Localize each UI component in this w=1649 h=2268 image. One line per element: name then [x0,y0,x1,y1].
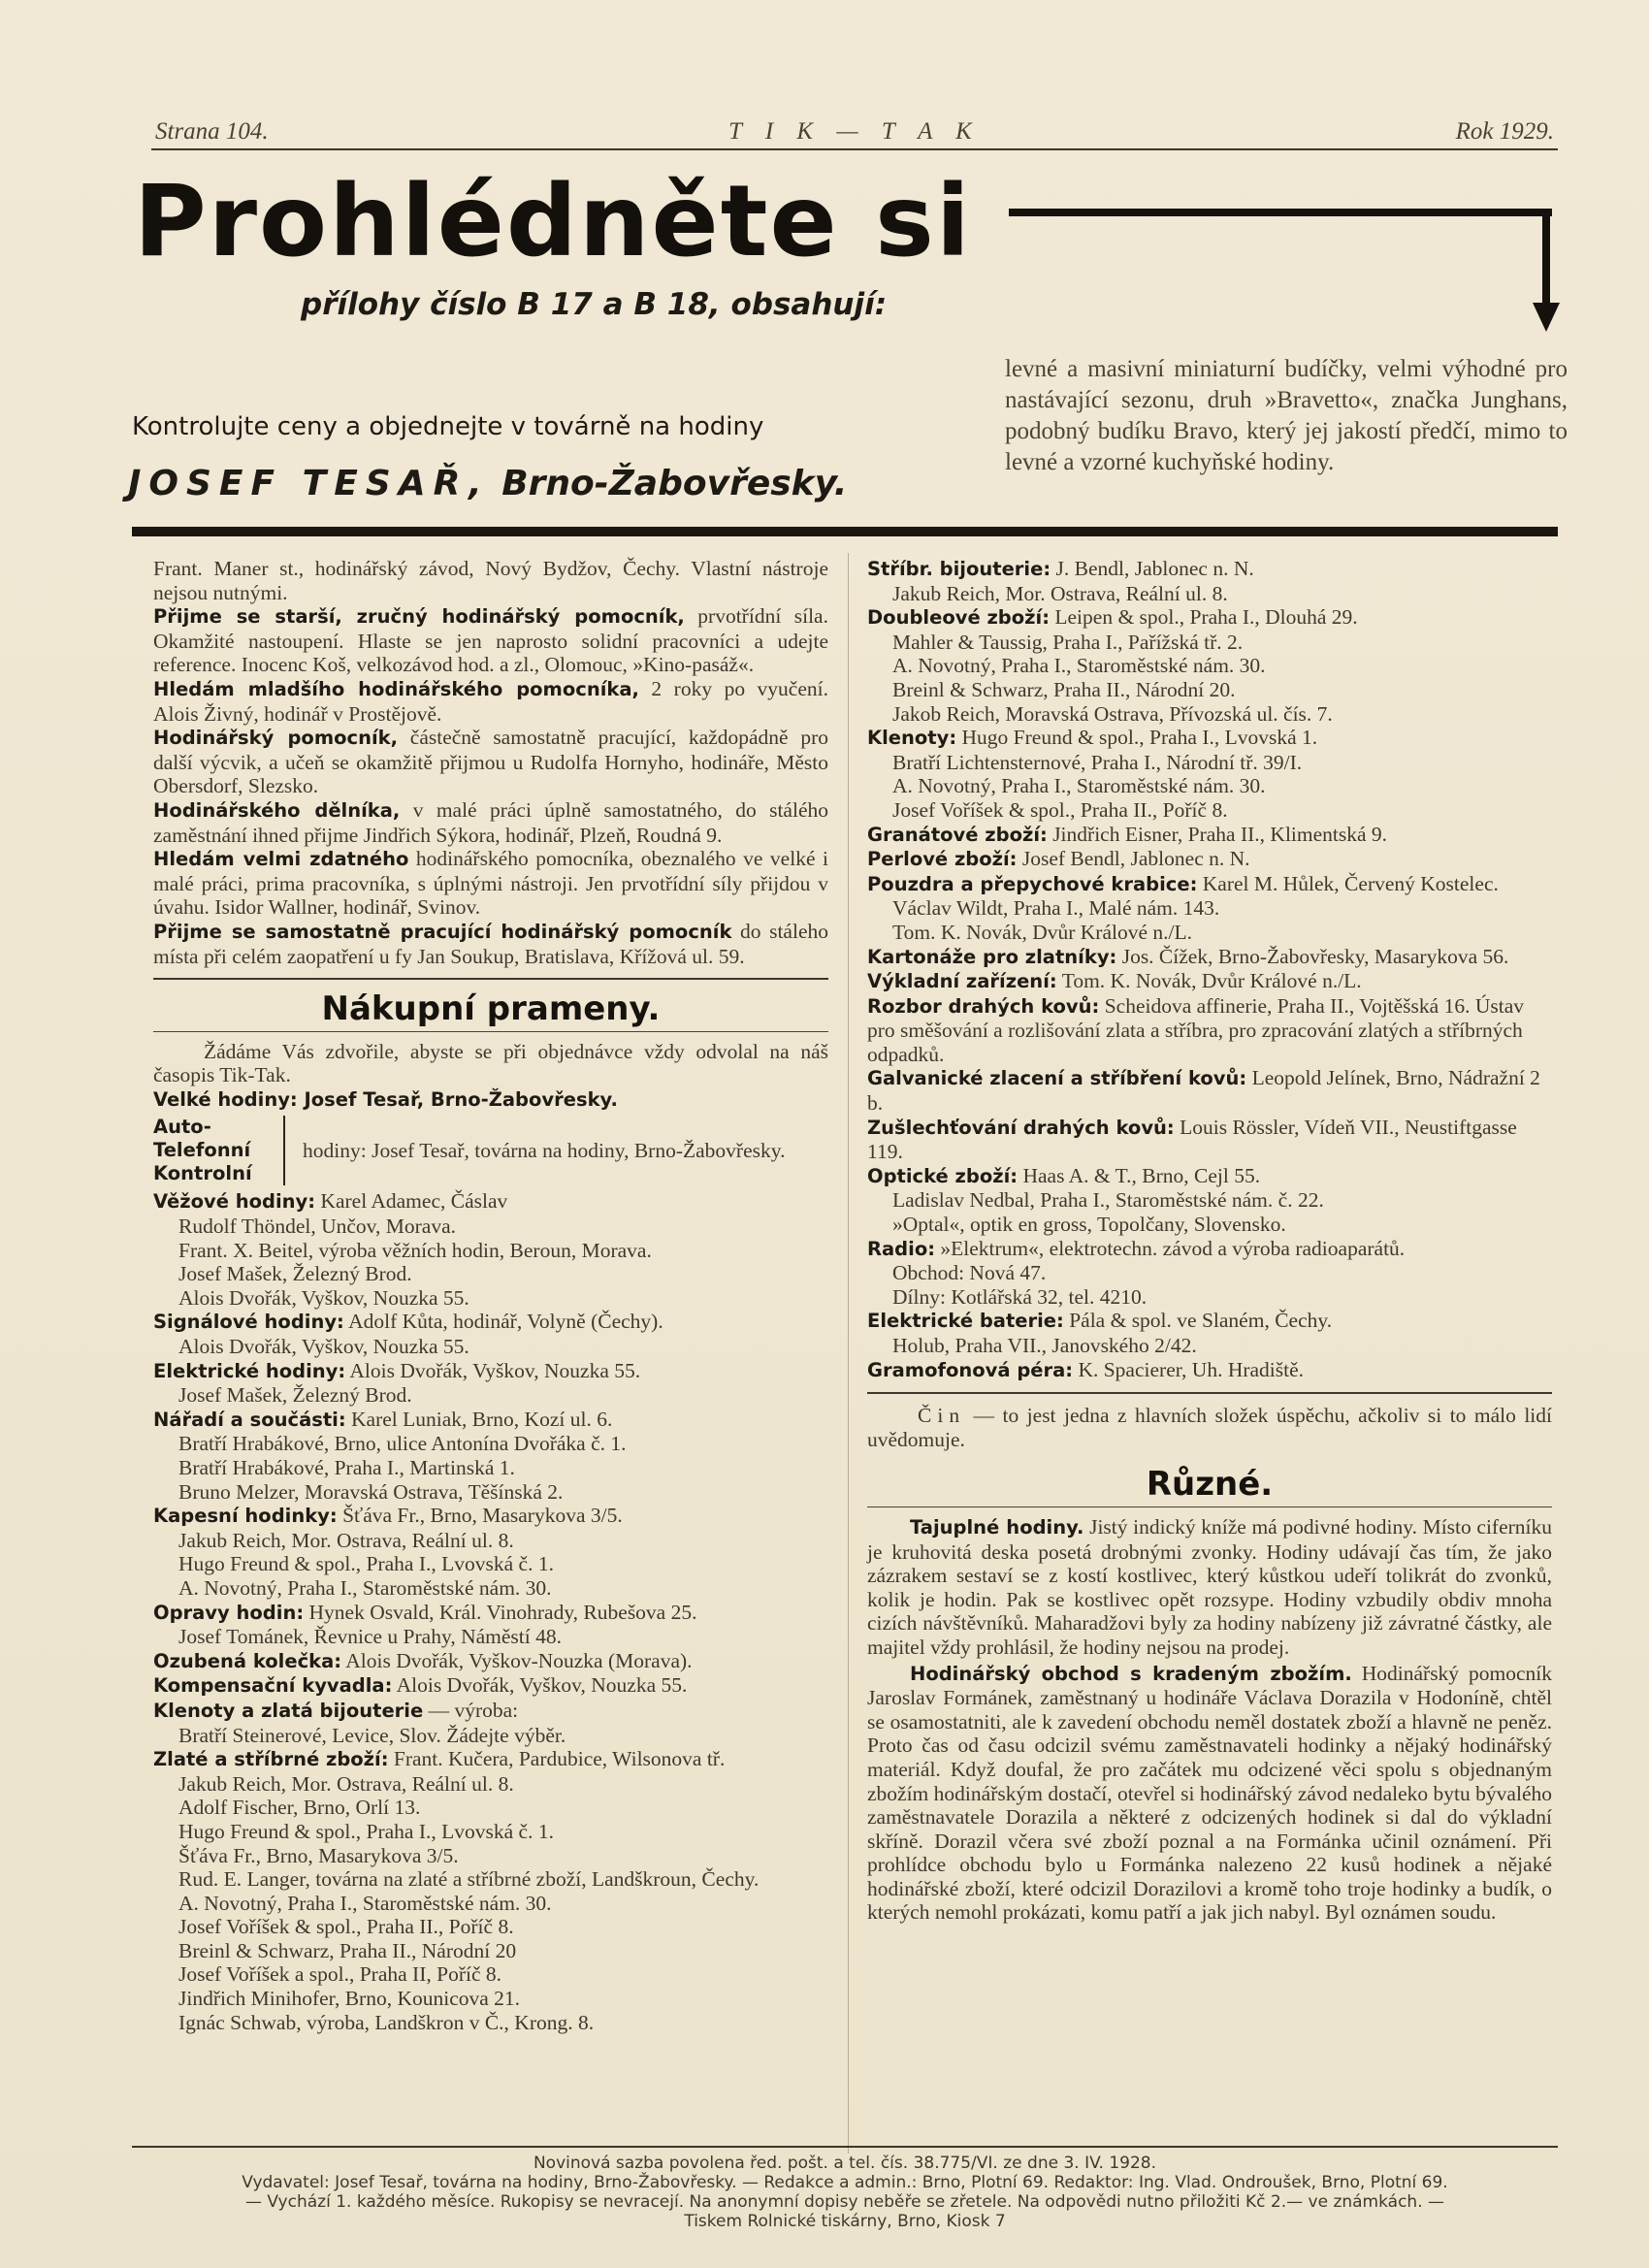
directory-line: Louis Rössler, Vídeň VII., Neustiftgasse 119. [867,1115,1517,1164]
directory-category: Pouzdra a přepychové krabice: [867,872,1198,895]
directory-line: A. Novotný, Praha I., Staroměstské nám. 30. [892,654,1266,678]
sources-velke-hodiny [153,1087,828,1113]
footer-rule [132,2146,1558,2148]
directory-category: Klenoty a zlatá bijouterie [153,1699,424,1722]
classified-heading: Hledám velmi zdatného [153,848,409,871]
directory-line: Josef Voříšek a spol., Praha II, Poříč 8. [178,1962,502,1987]
directory-entry [867,969,1552,994]
directory-line: Jakub Reich, Mor. Ostrava, Reální ul. 8. [892,581,1228,605]
directory-entry [867,1358,1552,1383]
imprint-line-4: Tiskem Rolnické tiskárny, Brno, Kiosk 7 [684,2212,1006,2231]
directory-entry [867,1309,1552,1334]
directory-category: Kapesní hodinky: [153,1505,338,1528]
classified-heading: Hodinářský pomocník, [153,727,399,750]
page-number: Strana 104. [155,118,269,145]
directory-entry [153,1649,828,1674]
directory-line: Karel Luniak, Brno, Kozí ul. 6. [351,1407,613,1431]
classified-heading: Hodinářského dělníka, [153,798,401,822]
directory-line: K. Spacierer, Uh. Hradiště. [1078,1357,1305,1381]
article [867,1662,1552,1926]
directory-category: Granátové zboží: [867,823,1048,846]
classified-text: hodinářského pomocníka, obeznalého ve velké i malé práci, prima pracovníka, s úplnými nástroji. Jen prvotřídní síly přijdou v úvahu. Isidor Wallner, hodinář, Svinov. [153,847,828,920]
ad-subtitle: přílohy číslo B 17 a B 18, obsahují: [301,287,888,322]
directory-entry [153,1359,828,1384]
directory-category: Zušlechťování drahých kovů: [867,1116,1175,1139]
ad-bracket-line [1009,209,1552,216]
directory-entry [867,1116,1552,1164]
directory-line: Alois Dvořák, Vyškov, Nouzka 55. [349,1358,641,1382]
classified-heading: Přijme se samostatně pracující hodinářský pomocník [153,920,732,943]
directory-line: Ignác Schwab, výroba, Landškron v Č., Krong. 8. [178,2010,595,2034]
directory-line: Leopold Jelínek, Brno, Nádražní 2 b. [867,1066,1540,1116]
directory-entry [867,1164,1552,1189]
directory-category: Elektrické baterie: [867,1310,1064,1333]
section-rule-right [867,1392,1552,1394]
directory-category: Gramofonová péra: [867,1358,1074,1381]
header-rule [151,148,1558,150]
classified-heading: Hledám mladšího hodinářského pomocníka, [153,677,639,700]
directory-line: A. Novotný, Praha I., Staroměstské nám. 30. [892,774,1266,798]
running-header [155,114,1554,153]
directory-line: Josef Bendl, Jablonec n. N. [1021,847,1250,871]
directory-line: Jindřich Minihofer, Brno, Kounicova 21. [178,1987,521,2011]
directory-line: Josef Tománek, Řevnice u Prahy, Náměstí 48. [178,1625,562,1649]
directory-line: Breinl & Schwarz, Praha II., Národní 20. [892,677,1236,701]
classified-text: Frant. Maner st., hodinářský závod, Nový Bydžov, Čechy. Vlastní nástroje nejsou nutnými. [153,557,828,604]
directory-line: Šťáva Fr., Brno, Masarykova 3/5. [342,1504,623,1528]
classified-text: 2 roky po vyučení. Alois Živný, hodinář v Prostějově. [153,676,828,726]
directory-line: — výroba: [428,1698,519,1722]
directory-category: Elektrické hodiny: [153,1359,346,1382]
directory-line: Ladislav Nedbal, Praha I., Staroměstské nám. č. 22. [892,1188,1324,1213]
directory-line: Šťáva Fr., Brno, Masarykova 3/5. [178,1843,459,1867]
directory-entry [153,1189,828,1215]
article-text: Hodinářský pomocník Jaroslav Formánek, zaměstnaný u hodináře Václava Dorazila v Hodoníně, chtěl se osamostatniti, ale k zavedení obchodu neměl dostatek zboží a hlavně ne peněz. Proto čas od času odcizil svému zaměstnavateli hodinky a nějaký hodinářský materiál. Když doufal, že pro začátek mu odcizené věci spolu s objednaným zbožím hodinářským dostačí, otevřel si hodinářský závod nedaleko bytu bývalého zaměstnavatele Dorazila a některé z odcizených hodinek si dal do výkladní skříně. Dorazil včera své zboží poznal a na Formánka učinil oznámení. Při prohlídce obchodu bylo u Formánka nalezeno 22 kusů hodinek a nějaké hodinářské zboží, které odcizil Dorazilovi a kromě toho troje hodinky a budík, o kterých nemohl prokázati, komu patří a jak jich nabyl. Byl oznámen soudu. [867,1661,1552,1925]
directory-line: Jakub Reich, Mor. Ostrava, Reální ul. 8. [178,1528,514,1552]
directory-line: A. Novotný, Praha I., Staroměstské nám. 30. [178,1575,552,1600]
directory-line: Obchod: Nová 47. [892,1261,1047,1285]
arrow-down-icon [1533,303,1560,332]
directory-category: Kartonáže pro zlatníky: [867,945,1117,968]
brace-group [153,1116,828,1185]
directory-category: Zlaté a stříbrné zboží: [153,1748,389,1771]
right-column [867,557,1552,1927]
directory-line: Adolf Kůta, hodinář, Volyně (Čechy). [348,1310,663,1334]
ad-bottom-rule [132,527,1558,536]
imprint-line-2: Vydavatel: Josef Tesař, továrna na hodiny, Brno-Žabovřesky. — Redakce a admin.: Brno, Plotní 69. Redaktor: Ing. Vlad. Ondroušek, Brno, Plotní 69. [242,2173,1448,2192]
directory-entry [867,847,1552,872]
directory-line: Jos. Čížek, Brno-Žabovřesky, Masarykova 56. [1121,944,1509,968]
directory-line: Hugo Freund & spol., Praha I., Lvovská č. 1. [178,1819,554,1843]
directory-line: Jakob Reich, Moravská Ostrava, Přívozská ul. čís. 7. [892,701,1333,726]
directory-line: Bratří Hrabákové, Praha I., Martinská 1. [178,1456,515,1479]
directory-line: Frant. Kučera, Pardubice, Wilsonova tř. [393,1747,726,1771]
directory-category: Výkladní zařízení: [867,970,1057,993]
directory-category: Optické zboží: [867,1164,1018,1187]
ad-headline: Prohlédněte si [134,164,972,279]
directory-entry [153,1747,828,1772]
classified-ad [153,920,828,968]
brace-labels [153,1116,285,1185]
directory-line: Holub, Praha VII., Janovského 2/42. [892,1334,1197,1357]
ad-bracket-stem [1542,209,1550,306]
cin-word: Čin [918,1404,966,1428]
directory-line: Frant. X. Beitel, výroba věžních hodin, Beroun, Morava. [178,1238,652,1262]
directory-category: Stříbr. bijouterie: [867,558,1051,580]
directory-line: A. Novotný, Praha I., Staroměstské nám. 30. [178,1891,552,1915]
brace-label-auto: Auto- [153,1116,211,1139]
column-divider [848,553,849,2154]
directory-line: Leipen & spol., Praha I., Dlouhá 29. [1054,605,1358,630]
directory-entry [153,1504,828,1529]
directory-line: Alois Dvořák, Vyškov, Nouzka 55. [178,1285,469,1310]
directory-line: Rud. E. Langer, továrna na zlaté a stříbrné zboží, Landškroun, Čechy. [178,1867,760,1892]
directory-category: Perlové zboží: [867,848,1018,871]
directory-entry [867,1237,1552,1262]
classified-ad [153,847,828,920]
directory-entry [867,557,1552,582]
directory-entry [153,1310,828,1335]
directory-line: J. Bendl, Jablonec n. N. [1055,557,1254,580]
directory-line: Jakub Reich, Mor. Ostrava, Reální ul. 8. [178,1771,514,1796]
directory-entry [867,994,1552,1067]
classified-heading: Přijme se starší, zručný hodinářský pomocník, [153,605,685,629]
ad-company [128,464,848,503]
directory-line: Dílny: Kotlářská 32, tel. 4210. [892,1284,1148,1309]
directory-category: Nářadí a součásti: [153,1408,346,1431]
directory-category: Signálové hodiny: [153,1311,344,1334]
directory-category: Galvanické zlacení a stříbření kovů: [867,1067,1247,1090]
directory-entry [867,872,1552,897]
directory-line: Bratří Steinerové, Levice, Slov. Žádejte výběr. [178,1723,566,1747]
directory-line: Hynek Osvald, Král. Vinohrady, Rubešova 25. [308,1600,697,1624]
magazine-name: T I K — T A K [728,118,981,145]
classified-text: do stáleho místa při celém zaopatření u fy Jan Soukup, Bratislava, Křížová ul. 59. [153,919,828,968]
directory-entry [867,605,1552,631]
directory-entry [153,1408,828,1433]
directory-entry [153,1673,828,1699]
cin-note [867,1404,1552,1451]
directory-entry [867,1066,1552,1115]
directory-line: Alois Dvořák, Vyškov, Nouzka 55. [178,1335,469,1359]
sources-intro: Žádáme Vás zdvořile, abyste se při objednávce vždy odvolal na náš časopis Tik-Tak. [153,1039,828,1087]
directory-line: Alois Dvořák, Vyškov, Nouzka 55. [396,1673,688,1698]
directory-line: Karel Adamec, Čáslav [320,1189,508,1214]
classified-ad [153,557,828,604]
directory-entry [867,945,1552,970]
directory-line: Jindřich Eisner, Praha II., Klimentská 9. [1052,822,1388,846]
directory-line: Haas A. & T., Brno, Cejl 55. [1022,1163,1261,1187]
directory-line: Bratří Lichtensternové, Praha I., Národní tř. 39/I. [892,750,1303,774]
article-text: Jistý indický kníže má podivné hodiny. Místo ciferníku je kruhovitá deska posetá drobnými zvonky. Hodiny udávají čas tím, že jako zázrakem sestaví se z kostí kostlivec, který kůstkou udeří tolikrát do zvonků, kolik je hodin. Pak se kostlivec opět rozsype. Hodiny vzbudily obdiv mnoha cizích návštěvníků. Maharadžovi byly za hodiny nabízeny již závratné částky, ale majitel vždy prohlásil, že hodiny nejsou na prodej. [867,1514,1553,1659]
directory-line: Rudolf Thöndel, Unčov, Morava. [178,1215,457,1239]
articles-list [867,1515,1552,1925]
ad-company-name: JOSEF TESAŘ, [128,464,490,503]
directory-category: Opravy hodin: [153,1601,305,1624]
sources-list-right [867,557,1552,1382]
classified-ad [153,726,828,798]
brace-label-kontrolni: Kontrolní [153,1162,252,1185]
article-heading: Hodinářský obchod s kradeným zbožím. [910,1662,1352,1685]
directory-entry [153,1699,828,1724]
directory-line: Hugo Freund & spol., Praha I., Lvovská 1. [961,726,1318,750]
classified-ad [153,604,828,677]
year-label: Rok 1929. [1455,118,1554,145]
left-column [153,557,828,2034]
cin-text: — to jest jedna z hlavních složek úspěchu, ačkoliv si to málo lidí uvědomuje. [867,1404,1552,1451]
directory-line: Josef Mašek, Železný Brod. [178,1383,412,1408]
brace-text: hodiny: Josef Tesař, továrna na hodiny, Brno-Žabovřesky. [303,1139,786,1163]
imprint [132,2154,1558,2231]
directory-line: Tom. K. Novák, Dvůr Králové n./L. [1061,969,1362,993]
imprint-line-3: — Vychází 1. každého měsíce. Rukopisy se nevracejí. Na anonymní dopisy neběře se zřetele. Na odpovědi nutno přiložiti Kč 2.— ve známkách. — [244,2192,1445,2212]
directory-line: Josef Voříšek & spol., Praha II., Poříč 8. [892,797,1228,822]
directory-entry [153,1601,828,1626]
directory-entry [867,823,1552,848]
directory-category: Kompensační kyvadla: [153,1674,393,1698]
directory-category: Klenoty: [867,727,957,750]
classified-text: částečně samostatně pracující, každopádně pro další výcvik, a učeň se okamžitě přijmou u Rudolfa Hornyho, hodináře, Město Obersdorf, Slezsko. [153,726,828,798]
velke-hodiny-label: Velké hodiny: Josef Tesař, Brno-Žabovřesky. [153,1087,618,1111]
classifieds-list [153,557,828,968]
directory-line: Bratří Hrabákové, Brno, ulice Antonína Dvořáka č. 1. [178,1432,627,1456]
section-rule [153,978,828,980]
directory-line: Hugo Freund & spol., Praha I., Lvovská č. 1. [178,1552,554,1576]
directory-line: Alois Dvořák, Vyškov-Nouzka (Morava). [345,1648,693,1672]
classified-text: v malé práci úplně samostatného, do stálého zaměstnání ihned přijme Jindřich Sýkora, hodinář, Plzeň, Roudná 9. [153,797,828,847]
directory-category: Věžové hodiny: [153,1190,316,1214]
directory-line: »Elektrum«, elektrotechn. závod a výroba radioaparátů. [940,1236,1406,1260]
section-subrule [153,1031,828,1032]
directory-line: Mahler & Taussig, Praha I., Pařížská tř. 2. [892,630,1244,654]
directory-category: Rozbor drahých kovů: [867,994,1100,1018]
sources-list-left [153,1189,828,2034]
ad-instruction: Kontrolujte ceny a objednejte v továrně na hodiny [132,412,764,441]
directory-line: Bruno Melzer, Moravská Ostrava, Těšínská 2. [178,1479,564,1504]
section-title-nakupni: Nákupní prameny. [321,989,661,1029]
section-title-ruzne: Různé. [1146,1465,1274,1505]
directory-line: Adolf Fischer, Brno, Orlí 13. [178,1796,421,1820]
article [867,1515,1552,1660]
brace-label-telefonni: Telefonní [153,1139,251,1162]
ad-description: levné a masivní miniaturní budíčky, velmi výhodné pro nastávající sezonu, druh »Bravetto«, značka Junghans, podobný budíku Bravo, který jej jakostí předčí, mimo to levné a vzorné kuchyňské hodiny. [1005,356,1568,475]
directory-line: Václav Wildt, Praha I., Malé nám. 143. [892,896,1220,921]
classified-ad [153,677,828,726]
directory-line: Breinl & Schwarz, Praha II., Národní 20 [178,1938,517,1962]
directory-line: Josef Voříšek & spol., Praha II., Poříč 8. [178,1915,514,1939]
directory-line: Josef Mašek, Železný Brod. [178,1262,412,1286]
directory-category: Ozubená kolečka: [153,1649,342,1672]
directory-category: Doubleové zboží: [867,606,1050,630]
ad-company-place: Brno-Žabovřesky. [501,464,848,503]
directory-line: Pála & spol. ve Slaném, Čechy. [1069,1309,1333,1333]
directory-entry [867,726,1552,751]
imprint-line-1: Novinová sazba povolena řed. pošt. a tel. čís. 38.775/VI. ze dne 3. IV. 1928. [533,2154,1157,2173]
directory-category: Radio: [867,1237,936,1260]
classified-text: prvotřídní síla. Okamžité nastoupení. Hlaste se jen naprosto solidní pracovníci a udejte reference. Inocenc Koš, velkozávod hod. a zl., Olomouc, »Kino-pasáž«. [153,604,828,677]
classified-ad [153,798,828,847]
article-heading: Tajuplné hodiny. [910,1515,1084,1539]
directory-line: Tom. K. Novák, Dvůr Králové n./L. [892,920,1192,944]
directory-line: Karel M. Hůlek, Červený Kostelec. [1202,871,1499,895]
directory-line: Scheidova affinerie, Praha II., Vojtěšská 16. Ústav pro směšování a rozlišování zlata a stříbra, pro zpracování zlatých a stříbrných odpadků. [867,993,1524,1066]
directory-line: »Optal«, optik en gross, Topolčany, Slovensko. [892,1213,1286,1237]
